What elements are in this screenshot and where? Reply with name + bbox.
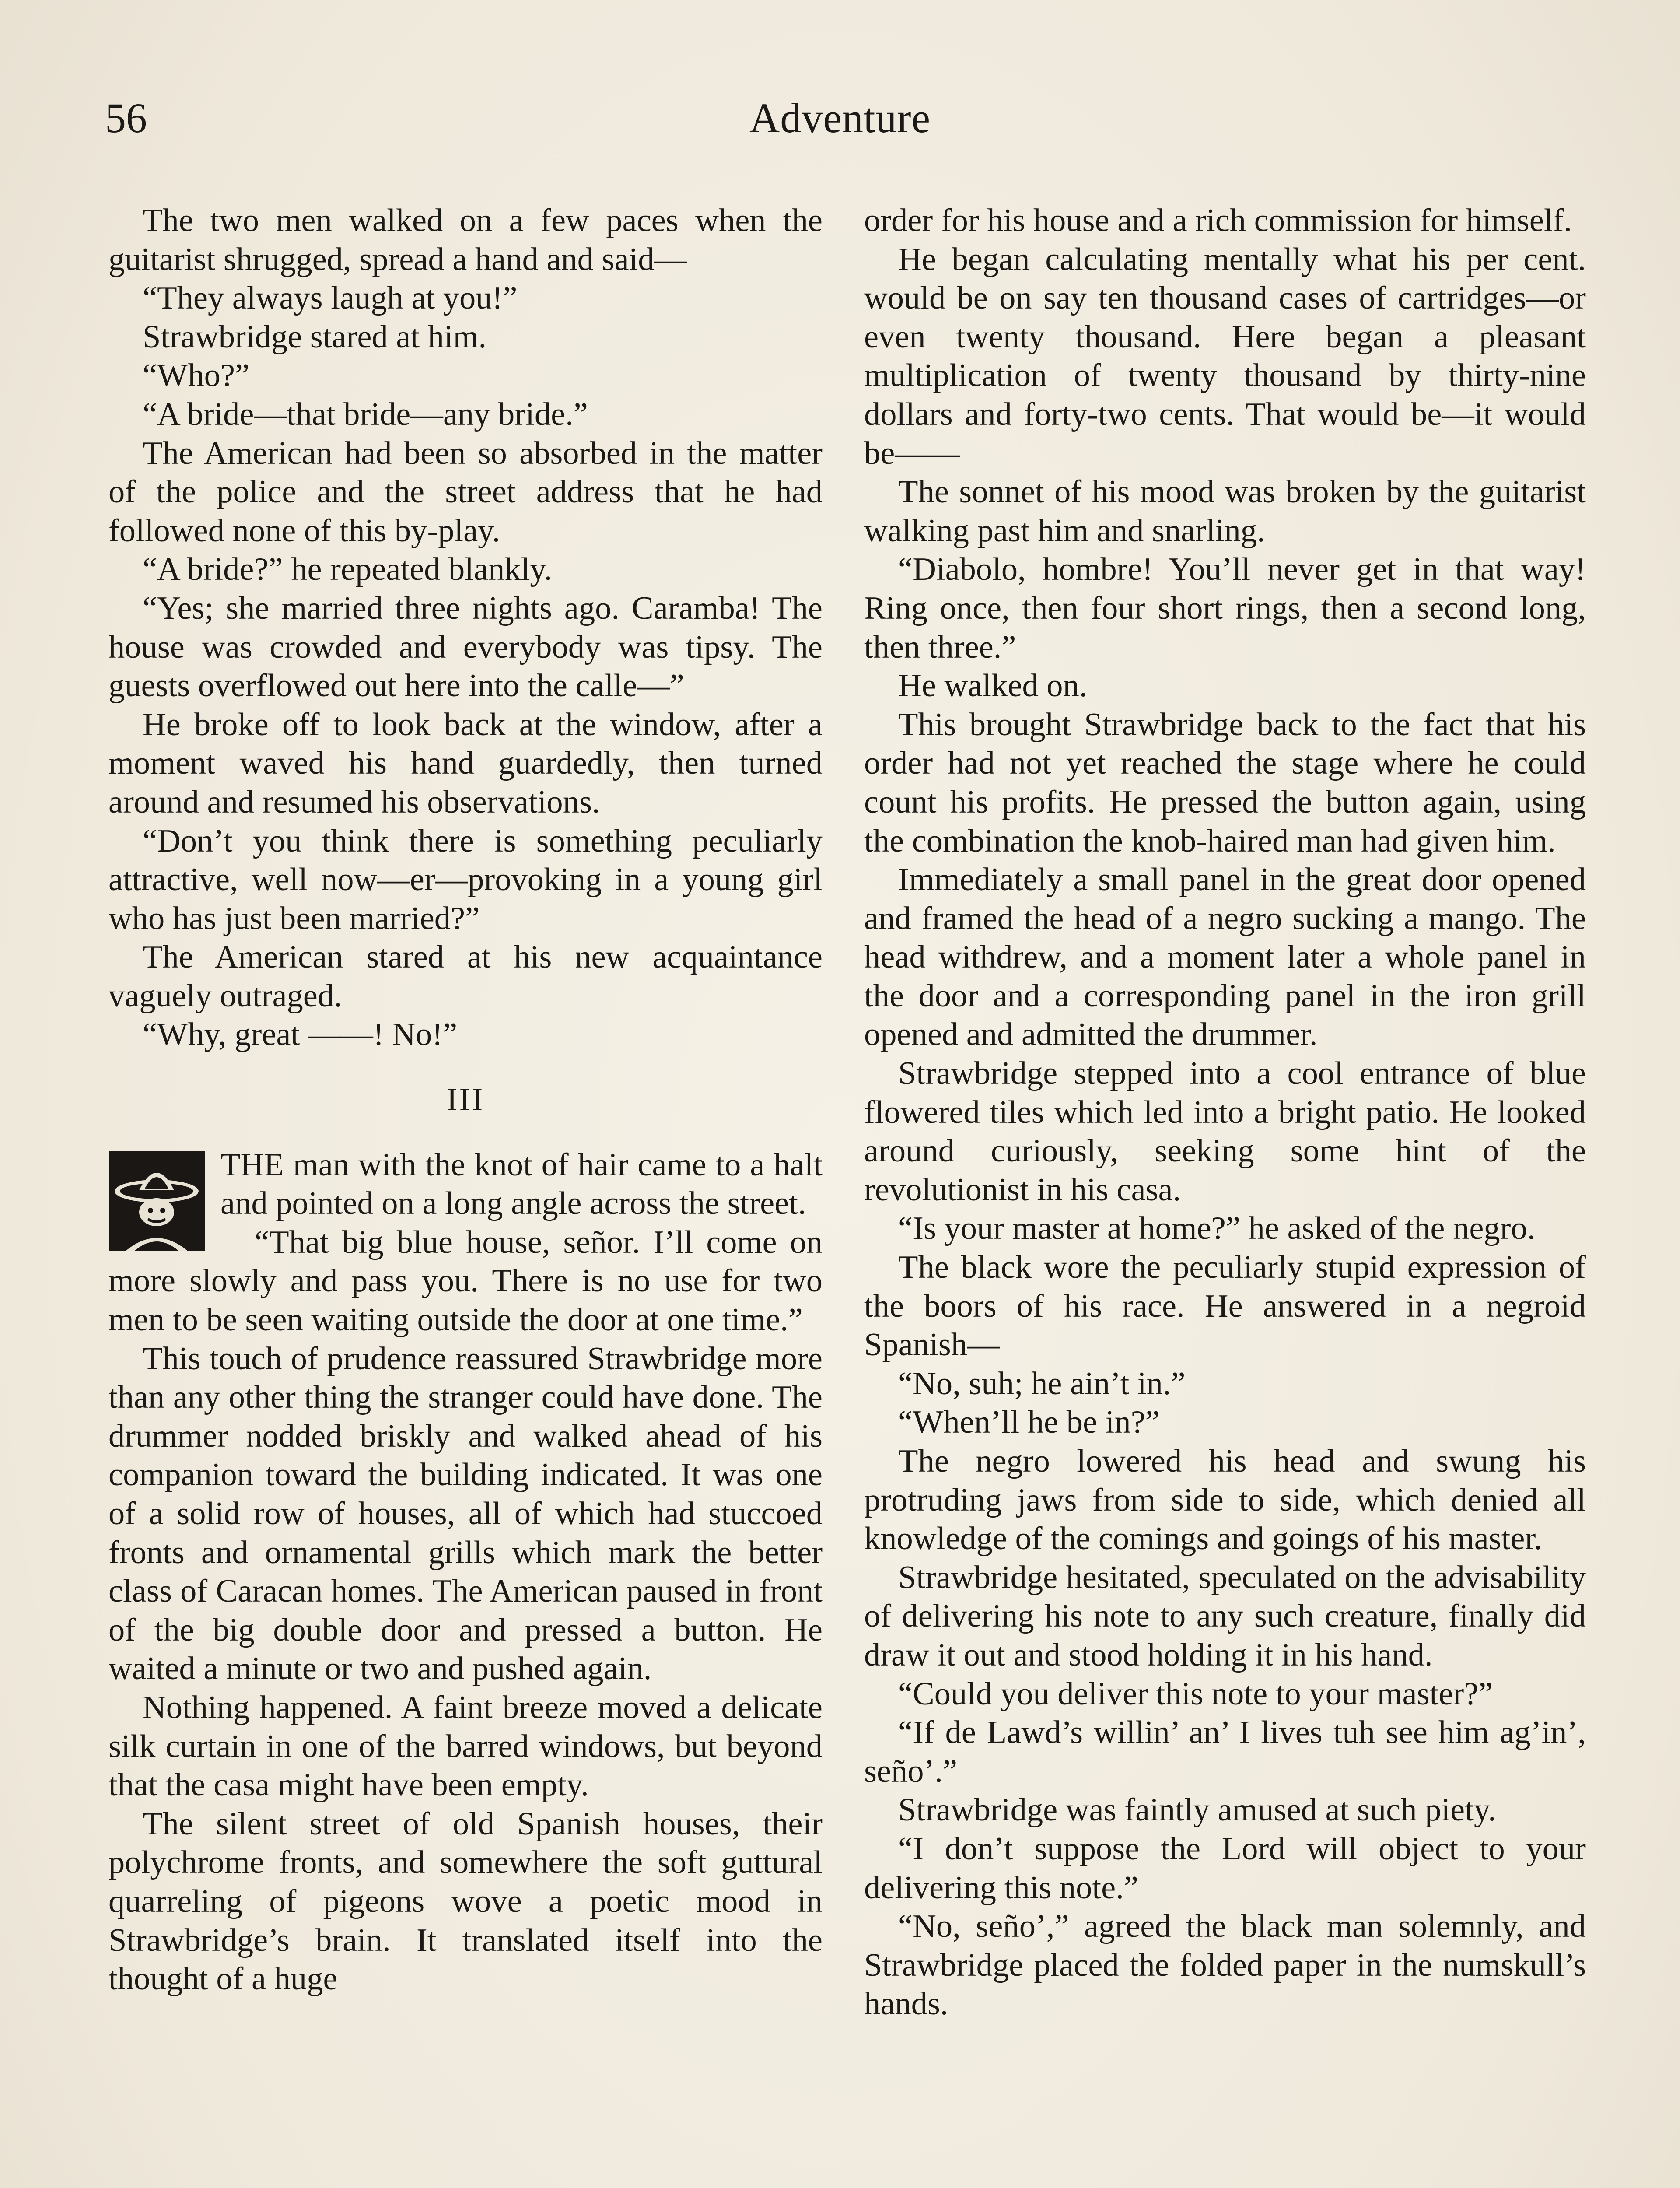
- paragraph: “No, seño’,” agreed the black man solemnly, and Strawbridge placed the folded paper in the numskull’s hands.: [864, 1908, 1586, 2022]
- paragraph: “Who?”: [143, 358, 250, 394]
- dropcap-paragraph: [108, 1146, 822, 1223]
- paragraph: “A bride—that bride—any bride.”: [143, 396, 588, 432]
- paragraph: “A bride?” he repeated blankly.: [143, 551, 553, 588]
- paragraph: This brought Strawbridge back to the fact that his order had not yet reached the stage where he could count his profits. He pressed the button again, using the combination the knob-haired man had given him.: [864, 706, 1586, 859]
- paragraph: “Is your master at home?” he asked of the negro.: [898, 1210, 1536, 1247]
- paragraph: “If de Lawd’s willin’ an’ I lives tuh see him ag’in’, seño’.”: [864, 1715, 1586, 1789]
- paragraph: “When’ll he be in?”: [898, 1404, 1160, 1441]
- paragraph: “They always laugh at you!”: [143, 280, 518, 316]
- paragraph: “I don’t suppose the Lord will object to your delivering this note.”: [864, 1830, 1586, 1906]
- paragraph: “Why, great ——! No!”: [143, 1017, 458, 1053]
- paragraph: He began calculating mentally what his per cent. would be on say ten thousand cases of cartridges—or even twenty thousand. Here began a pleasant multiplication of twenty thousand by thirty-nine dollars and forty-two cents. That would be—it would be——: [864, 241, 1586, 471]
- paragraph: “Diabolo, hombre! You’ll never get in that way! Ring once, then four short rings, then a second long, then three.”: [864, 551, 1586, 665]
- paragraph: The two men walked on a few paces when the guitarist shrugged, spread a hand and said—: [108, 203, 822, 277]
- paragraph: Strawbridge stepped into a cool entrance of blue flowered tiles which led into a bright patio. He looked around curiously, seeking some hint of the revolutionist in his casa.: [864, 1055, 1586, 1208]
- paragraph: The black wore the peculiarly stupid expression of the boors of his race. He answered in a negroid Spanish—: [864, 1249, 1586, 1363]
- paragraph: The American had been so absorbed in the matter of the police and the street address that he had followed none of this by-play.: [108, 435, 822, 549]
- paragraph: “Could you deliver this note to your master?”: [898, 1676, 1493, 1712]
- paragraph: Nothing happened. A faint breeze moved a delicate silk curtain in one of the barred windows, but beyond that the casa might have been empty.: [108, 1689, 822, 1803]
- paragraph: Strawbridge was faintly amused at such piety.: [898, 1792, 1496, 1828]
- paragraph: “Yes; she married three nights ago. Caramba! The house was crowded and everybody was tipsy. The guests overflowed out here into the calle—”: [108, 590, 822, 704]
- page-number: 56: [105, 95, 147, 141]
- dropcap-text: THE man with the knot of hair came to a halt and pointed on a long angle across the street.: [220, 1147, 822, 1222]
- paragraph: Immediately a small panel in the great door opened and framed the head of a negro sucking a mango. The head withdrew, and a moment later a whole panel in the door and a corresponding panel in the iron grill opened and admitted the drummer.: [864, 862, 1586, 1053]
- running-head-title: Adventure: [749, 95, 931, 141]
- sombrero-figure-icon: [108, 1151, 205, 1251]
- section-heading: III: [446, 1082, 485, 1118]
- paragraph: “No, suh; he ain’t in.”: [898, 1365, 1186, 1402]
- right-column: [864, 201, 1586, 2023]
- left-column: [108, 201, 822, 1999]
- paragraph: order for his house and a rich commission for himself.: [864, 203, 1572, 238]
- paragraph: Strawbridge hesitated, speculated on the advisability of delivering his note to any such creature, finally did draw it out and stood holding it in his hand.: [864, 1559, 1586, 1673]
- paragraph: He broke off to look back at the window, after a moment waved his hand guardedly, then turned around and resumed his observations.: [108, 706, 822, 820]
- paragraph: “Don’t you think there is something peculiarly attractive, well now—er—provoking in a young girl who has just been married?”: [108, 823, 822, 936]
- paragraph: “That big blue house, señor. I’ll come on more slowly and pass you. There is no use for two men to be seen waiting outside the door at one time.”: [108, 1224, 822, 1338]
- paragraph: The American stared at his new acquaintance vaguely outraged.: [108, 939, 822, 1014]
- paragraph: The sonnet of his mood was broken by the guitarist walking past him and snarling.: [864, 474, 1586, 549]
- paragraph: Strawbridge stared at him.: [143, 319, 487, 355]
- paragraph: He walked on.: [898, 668, 1088, 704]
- paragraph: The silent street of old Spanish houses, their polychrome fronts, and somewhere the soft guttural quarreling of pigeons wove a poetic mood in Strawbridge’s brain. It translated itself into the thought of a huge: [108, 1806, 822, 1997]
- paragraph: This touch of prudence reassured Strawbridge more than any other thing the stranger could have done. The drummer nodded briskly and walked ahead of his companion toward the building indicated. It was one of a solid row of houses, all of which had stuccoed fronts and ornamental grills which mark the better class of Caracan homes. The American paused in front of the big double door and pressed a button. He waited a minute or two and pushed again.: [108, 1340, 822, 1687]
- paragraph: The negro lowered his head and swung his protruding jaws from side to side, which denied all knowledge of the comings and goings of his master.: [864, 1443, 1586, 1557]
